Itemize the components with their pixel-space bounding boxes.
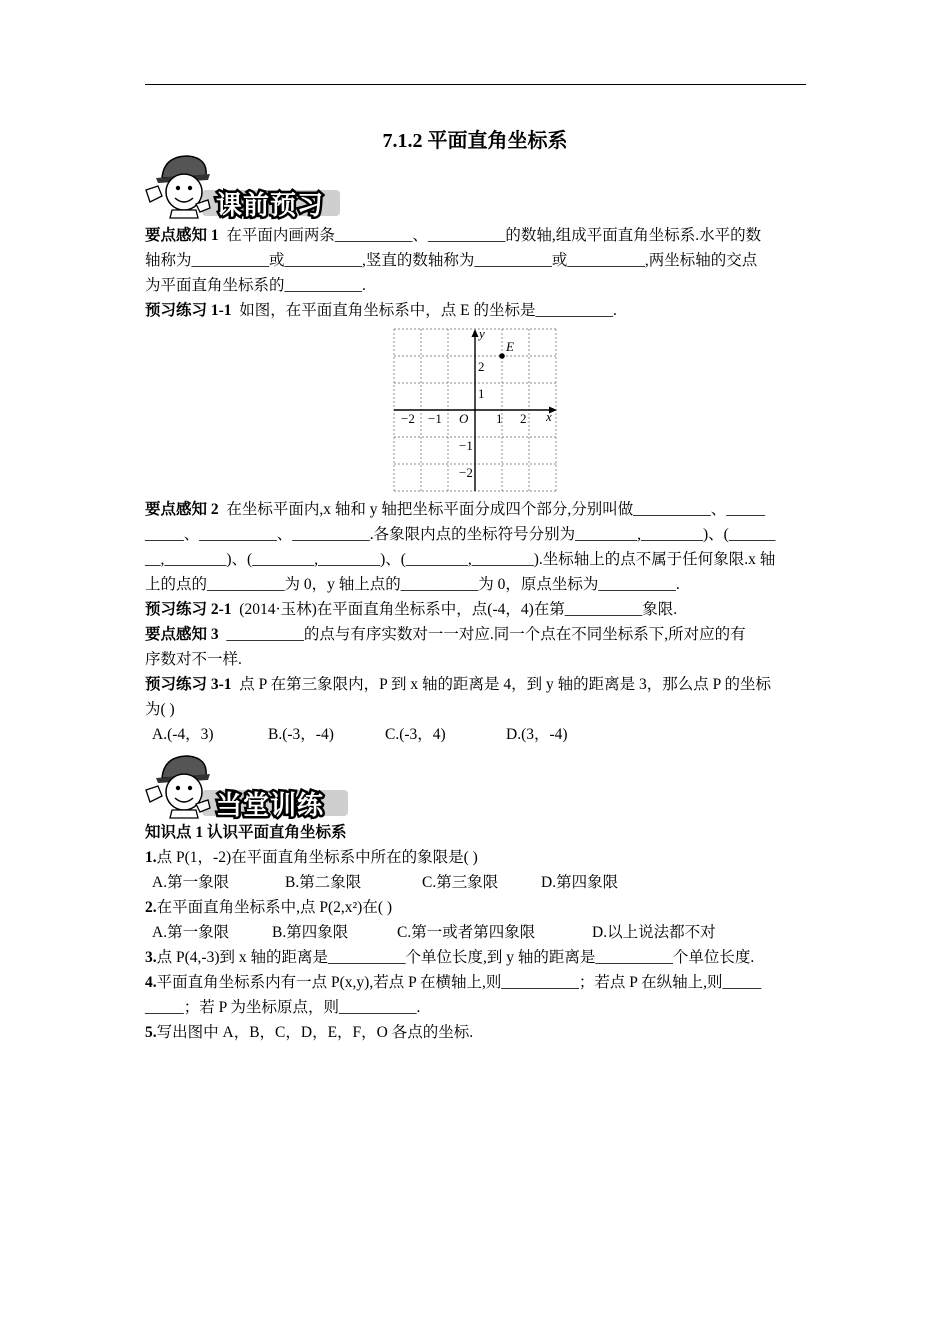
- exercise-1-1: 预习练习 1-1 如图，在平面直角坐标系中，点 E 的坐标是__________.: [145, 302, 617, 319]
- exercise-3-1-option-a: A.(-4，3): [152, 726, 214, 743]
- question-2-option-d: D.以上说法都不对: [592, 924, 716, 941]
- y-axis-arrow-icon: [472, 329, 479, 337]
- question-2-option-c: C.第一或者第四象限: [397, 924, 536, 941]
- page-title: 7.1.2 平面直角坐标系: [382, 130, 568, 152]
- key-point-2-line-4: 上的点的__________为 0，y 轴上点的__________为 0，原点坐标为__________.: [145, 576, 680, 593]
- question-1: 1.点 P(1，-2)在平面直角坐标系中所在的象限是( ): [145, 849, 478, 866]
- x-axis-label: x: [546, 409, 552, 424]
- cartoon-boy-icon: [146, 156, 210, 218]
- preview-banner-label: 课前预习: [216, 191, 325, 220]
- y-tick-label: −2: [459, 465, 473, 480]
- key-point-3-line-1: 要点感知 3 __________的点与有序实数对一一对应.同一个点在不同坐标系下,所对应的有: [145, 626, 746, 643]
- x-tick-label: −1: [428, 411, 442, 426]
- question-4-line-2: _____；若 P 为坐标原点，则__________.: [145, 999, 421, 1016]
- exercise-3-1-option-b: B.(-3，-4): [268, 726, 334, 743]
- knowledge-point-1-heading: 知识点 1 认识平面直角坐标系: [145, 824, 347, 841]
- question-2-option-a: A.第一象限: [152, 924, 230, 941]
- exercise-3-1-option-d: D.(3，-4): [506, 726, 568, 743]
- key-point-1-line-1: 要点感知 1 在平面内画两条__________、__________的数轴,组成平面直角坐标系.水平的数: [145, 227, 762, 244]
- question-1-option-a: A.第一象限: [152, 874, 230, 891]
- point-e-label: E: [506, 339, 514, 354]
- exercise-3-1-line-2: 为( ): [145, 701, 175, 718]
- y-tick-label: 2: [478, 359, 485, 374]
- key-point-2-line-3: __,________)、(________,________)、(________,________).坐标轴上的点不属于任何象限.x 轴: [145, 551, 776, 568]
- coordinate-grid-figure: [393, 328, 559, 494]
- question-3: 3.点 P(4,-3)到 x 轴的距离是__________个单位长度,到 y 轴的距离是__________个单位长度.: [145, 949, 755, 966]
- class-training-banner: [142, 750, 352, 820]
- question-1-option-d: D.第四象限: [541, 874, 619, 891]
- key-point-3-line-2: 序数对不一样.: [145, 651, 242, 668]
- preview-banner: [142, 150, 344, 220]
- question-1-option-b: B.第二象限: [285, 874, 362, 891]
- question-5: 5.写出图中 A，B，C，D，E，F，O 各点的坐标.: [145, 1024, 474, 1041]
- key-point-1-line-3: 为平面直角坐标系的__________.: [145, 277, 366, 294]
- question-2: 2.在平面直角坐标系中,点 P(2,x²)在( ): [145, 899, 393, 916]
- header-rule: [145, 84, 806, 85]
- key-point-2-line-1: 要点感知 2 在坐标平面内,x 轴和 y 轴把坐标平面分成四个部分,分别叫做__________、_____: [145, 501, 766, 518]
- question-2-option-b: B.第四象限: [272, 924, 349, 941]
- x-tick-label: 2: [520, 411, 527, 426]
- question-4-line-1: 4.平面直角坐标系内有一点 P(x,y),若点 P 在横轴上,则__________；若点 P 在纵轴上,则_____: [145, 974, 762, 991]
- exercise-3-1-line-1: 预习练习 3-1 点 P 在第三象限内，P 到 x 轴的距离是 4，到 y 轴的距离是 3，那么点 P 的坐标: [145, 676, 772, 693]
- origin-label: O: [459, 411, 469, 426]
- key-point-1-line-2: 轴称为__________或__________,竖直的数轴称为__________或__________,两坐标轴的交点: [145, 252, 758, 269]
- y-tick-label: 1: [478, 386, 485, 401]
- point-e: [499, 353, 505, 359]
- question-1-option-c: C.第三象限: [422, 874, 499, 891]
- class-training-banner-label: 当堂训练: [216, 791, 325, 820]
- x-tick-label: 1: [496, 411, 503, 426]
- key-point-2-line-2: _____、__________、__________.各象限内点的坐标符号分别为________,________)、(______: [145, 526, 776, 543]
- exercise-2-1: 预习练习 2-1 (2014·玉林)在平面直角坐标系中，点(-4，4)在第__________象限.: [145, 601, 678, 618]
- cartoon-boy-icon: [146, 756, 210, 818]
- y-tick-label: −1: [459, 438, 473, 453]
- exercise-3-1-option-c: C.(-3，4): [385, 726, 446, 743]
- x-tick-label: −2: [401, 411, 415, 426]
- y-axis-label: y: [479, 328, 485, 341]
